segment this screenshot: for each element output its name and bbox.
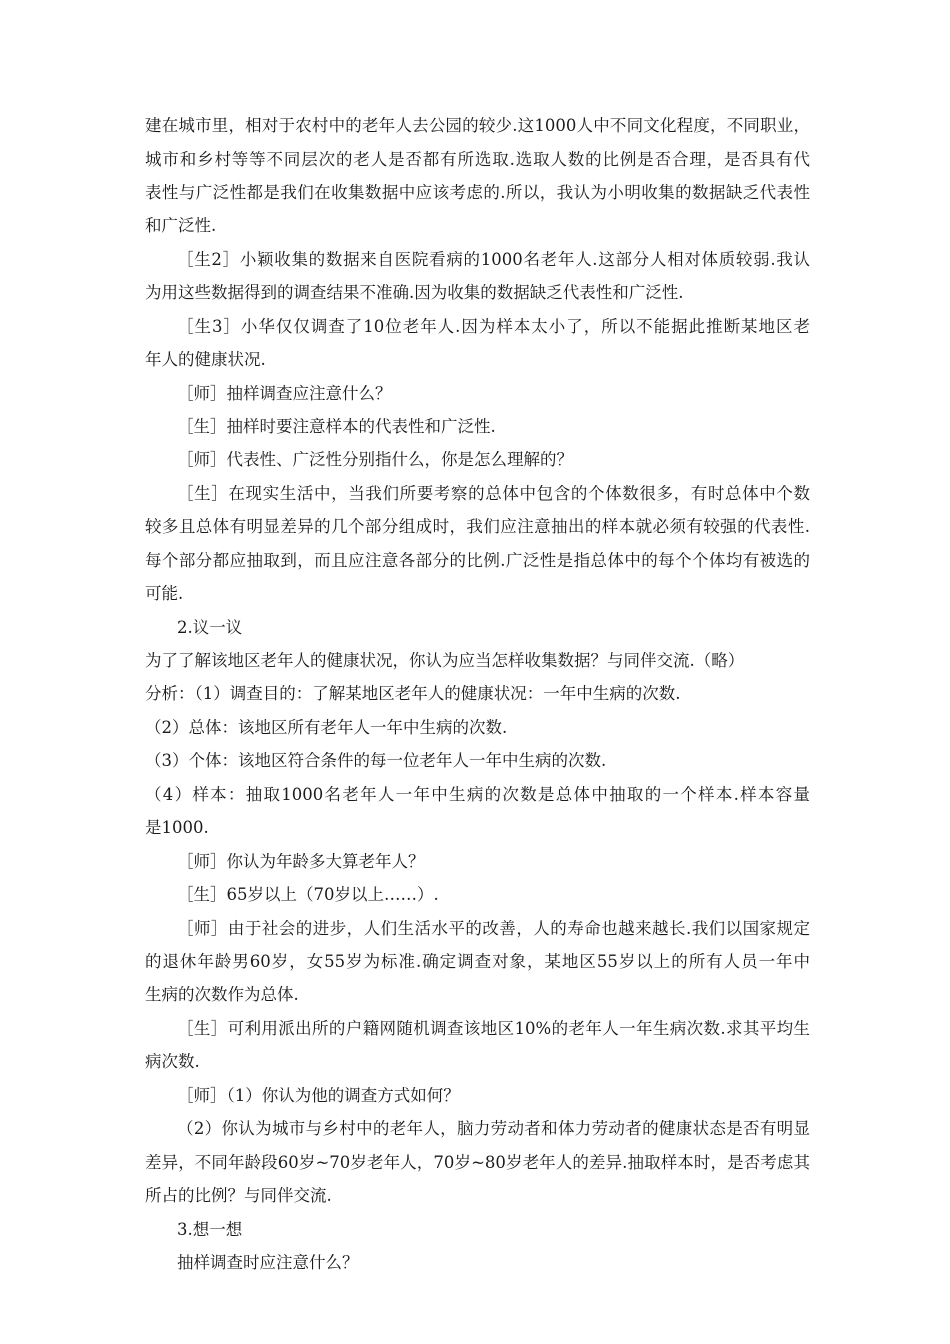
text-line: 较多且总体有明显差异的几个部分组成时，我们应注意抽出的样本就必须有较强的代表性. <box>145 517 810 536</box>
text-line: 抽样调查时应注意什么？ <box>177 1253 359 1272</box>
text-line: ［生］65岁以上（70岁以上……）. <box>177 885 439 904</box>
text-line: 每个部分都应抽取到，而且应注意各部分的比例.广泛性是指总体中的每个个体均有被选的 <box>145 551 810 570</box>
text-line: ［生3］小华仅仅调查了10位老年人.因为样本太小了，所以不能据此推断某地区老 <box>177 317 810 336</box>
text-line: ［生］在现实生活中，当我们所要考察的总体中包含的个体数很多，有时总体中个数 <box>177 484 810 503</box>
text-line: ［师］你认为年龄多大算老年人？ <box>177 852 425 871</box>
text-line: ［师］抽样调查应注意什么？ <box>177 384 392 403</box>
section-heading: 2.议一议 <box>177 618 243 637</box>
text-line: 和广泛性. <box>145 216 217 235</box>
section-heading: 3.想一想 <box>177 1220 243 1239</box>
text-line: 病次数. <box>145 1052 200 1071</box>
text-line: （2）总体：该地区所有老年人一年中生病的次数. <box>145 718 508 737</box>
text-line: （4）样本：抽取1000名老年人一年中生病的次数是总体中抽取的一个样本.样本容量 <box>145 785 810 804</box>
text-line: ［师］代表性、广泛性分别指什么，你是怎么理解的？ <box>177 450 573 469</box>
text-line: 分析：（1）调查目的：了解某地区老年人的健康状况：一年中生病的次数. <box>145 684 681 703</box>
text-line: 生病的次数作为总体. <box>145 985 299 1004</box>
text-line: 所占的比例？与同伴交流. <box>145 1186 332 1205</box>
text-line: 建在城市里，相对于农村中的老年人去公园的较少.这1000人中不同文化程度，不同职业， <box>145 116 810 135</box>
text-line: ［生2］小颖收集的数据来自医院看病的1000名老年人.这部分人相对体质较弱.我认 <box>177 250 810 269</box>
text-line: 年人的健康状况. <box>145 350 266 369</box>
text-line: （3）个体：该地区符合条件的每一位老年人一年中生病的次数. <box>145 751 607 770</box>
text-line: ［生］抽样时要注意样本的代表性和广泛性. <box>177 417 496 436</box>
text-line: 是1000. <box>145 818 209 837</box>
text-line: 可能. <box>145 584 184 603</box>
text-line: ［师］由于社会的进步，人们生活水平的改善，人的寿命也越来越长.我们以国家规定 <box>177 919 810 938</box>
text-line: 为用这些数据得到的调查结果不准确.因为收集的数据缺乏代表性和广泛性. <box>145 283 684 302</box>
text-line: 为了了解该地区老年人的健康状况，你认为应当怎样收集数据？与同伴交流.（略） <box>145 651 745 670</box>
text-line: 城市和乡村等等不同层次的老人是否都有所选取.选取人数的比例是否合理，是否具有代 <box>145 150 810 169</box>
text-line: 的退休年龄男60岁，女55岁为标准.确定调查对象，某地区55岁以上的所有人员一年中 <box>145 952 810 971</box>
text-line: ［师］（1）你认为他的调查方式如何？ <box>177 1086 460 1105</box>
text-line: ［生］可利用派出所的户籍网随机调查该地区10%的老年人一年生病次数.求其平均生 <box>177 1019 810 1038</box>
text-line: （2）你认为城市与乡村中的老年人，脑力劳动者和体力劳动者的健康状态是否有明显 <box>177 1119 810 1138</box>
text-line: 差异，不同年龄段60岁~70岁老年人，70岁~80岁老年人的差异.抽取样本时，是否考虑其 <box>145 1153 810 1172</box>
text-line: 表性与广泛性都是我们在收集数据中应该考虑的.所以，我认为小明收集的数据缺乏代表性 <box>145 183 810 202</box>
